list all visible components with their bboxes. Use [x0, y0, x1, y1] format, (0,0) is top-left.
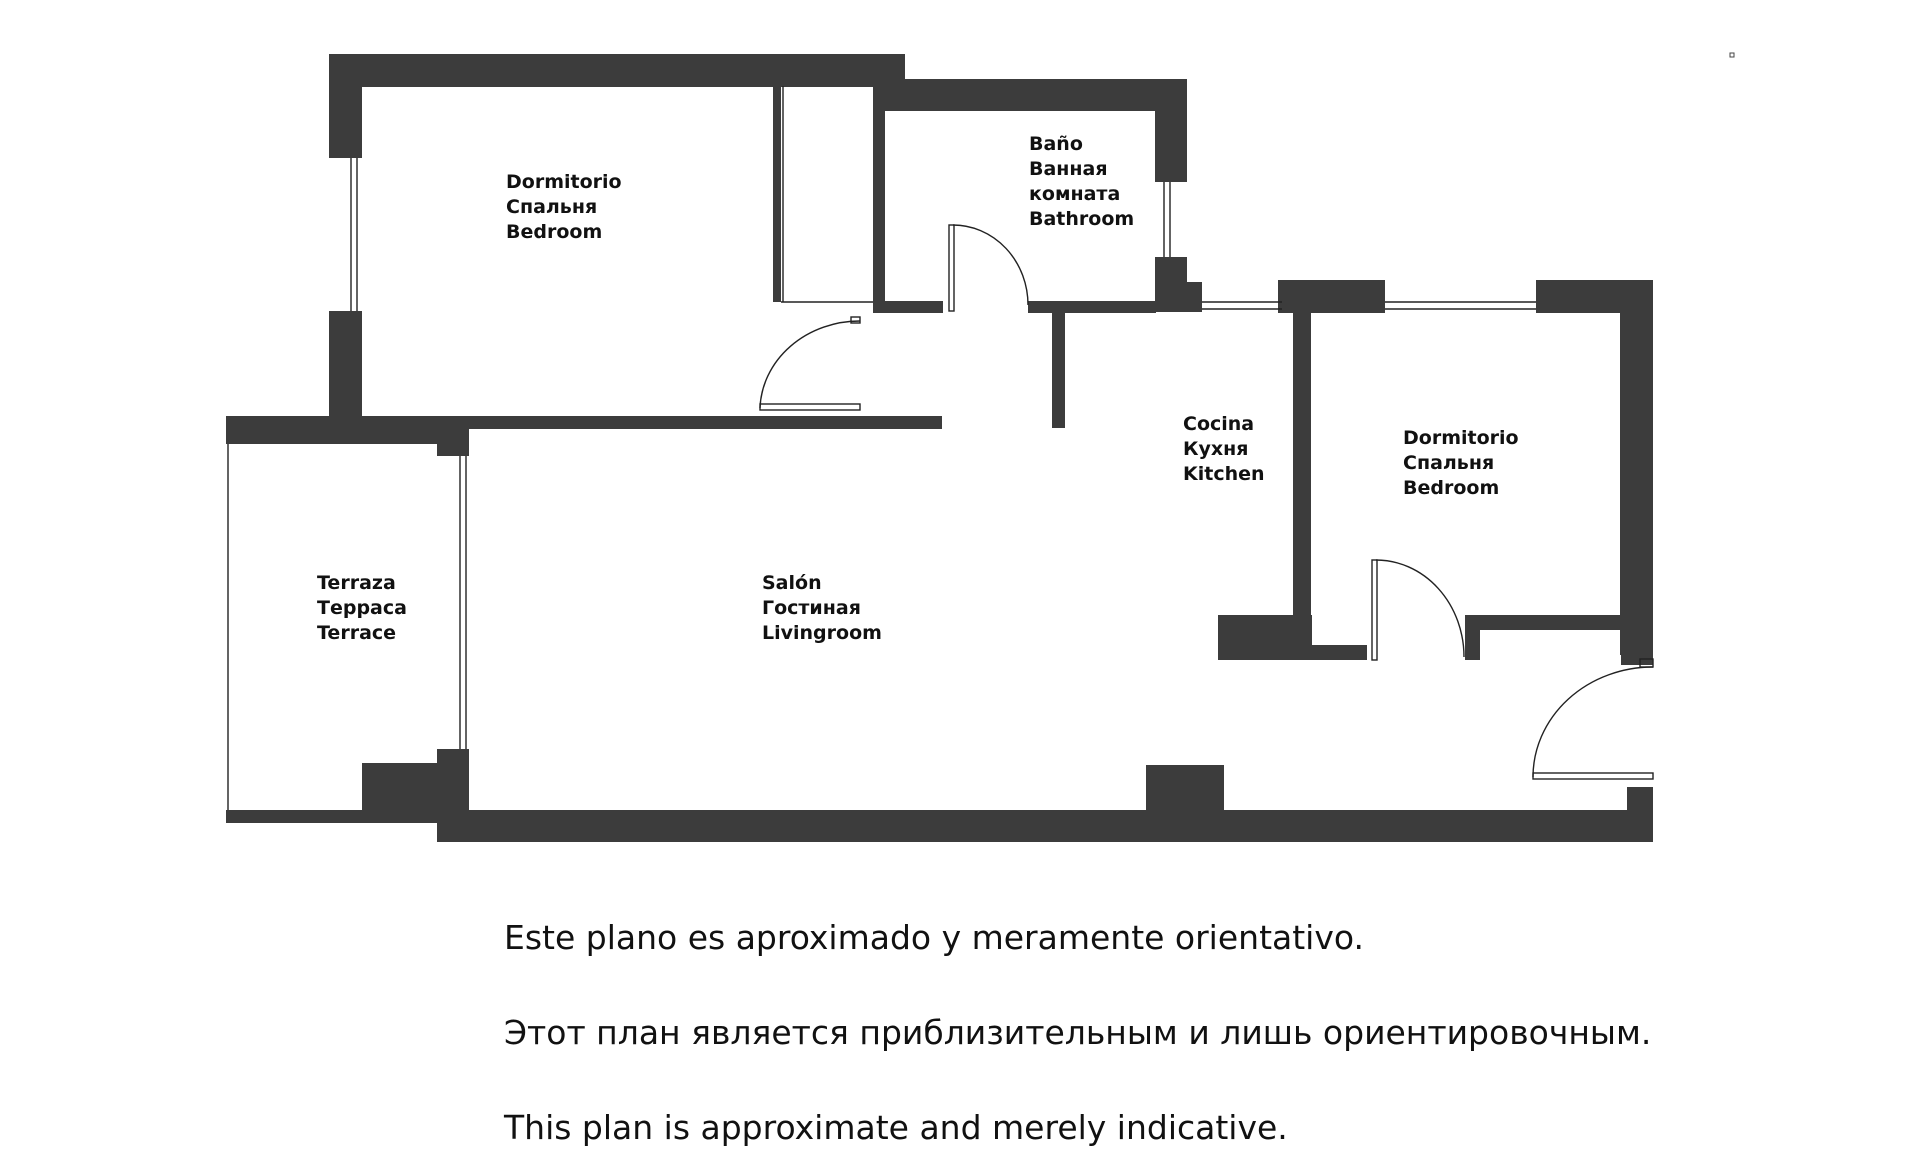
wall: [1620, 280, 1653, 655]
disclaimer-russian: Этот план является приблизительным и лишь ориентировочным.: [504, 1013, 1652, 1052]
marker-dot: [1730, 53, 1734, 57]
wall: [760, 416, 942, 429]
wall: [362, 763, 469, 810]
wall: [1155, 79, 1187, 182]
wall: [1028, 301, 1156, 313]
room-label-kitchen: Cocina Кухня Kitchen: [1183, 413, 1265, 485]
wall: [329, 54, 905, 87]
wall: [873, 79, 1186, 111]
disclaimer-english: This plan is approximate and merely indicative.: [504, 1108, 1288, 1147]
wall: [1052, 313, 1065, 428]
room-label-bedroom-1: Dormitorio Спальня Bedroom: [506, 171, 622, 243]
disclaimer-spanish: Este plano es aproximado y meramente orientativo.: [504, 918, 1364, 957]
door-swing: [953, 225, 1028, 305]
wall: [1621, 630, 1653, 665]
wall: [873, 301, 943, 313]
wall: [1146, 765, 1224, 820]
wall: [226, 416, 469, 444]
wall: [1293, 310, 1311, 660]
door-swing: [1376, 560, 1464, 657]
door-swing: [1533, 667, 1653, 777]
wall: [437, 810, 1653, 842]
door-leaf: [1533, 773, 1653, 779]
door-leaf: [760, 404, 860, 410]
room-label-bedroom-2: Dormitorio Спальня Bedroom: [1403, 427, 1519, 499]
wall: [1155, 282, 1202, 312]
wall: [773, 86, 781, 302]
door-swing: [760, 321, 860, 408]
wall: [1627, 787, 1653, 842]
door-leaf: [1372, 560, 1377, 660]
door-leaf: [949, 225, 954, 311]
wall: [1278, 280, 1385, 313]
wall: [873, 86, 885, 302]
room-labels: [317, 133, 1525, 644]
wall: [437, 416, 469, 456]
room-label-bathroom: Baño Ванная комната Bathroom: [1029, 133, 1135, 230]
door-leaf: [851, 317, 860, 323]
wall: [329, 54, 362, 158]
wall: [329, 311, 362, 418]
wall: [226, 810, 469, 823]
wall: [1293, 645, 1367, 660]
wall: [469, 416, 760, 429]
room-label-living: Salón Гостиная Livingroom: [762, 572, 882, 644]
wall: [1465, 615, 1652, 630]
room-label-terrace: Terraza Терраса Terrace: [317, 572, 407, 644]
